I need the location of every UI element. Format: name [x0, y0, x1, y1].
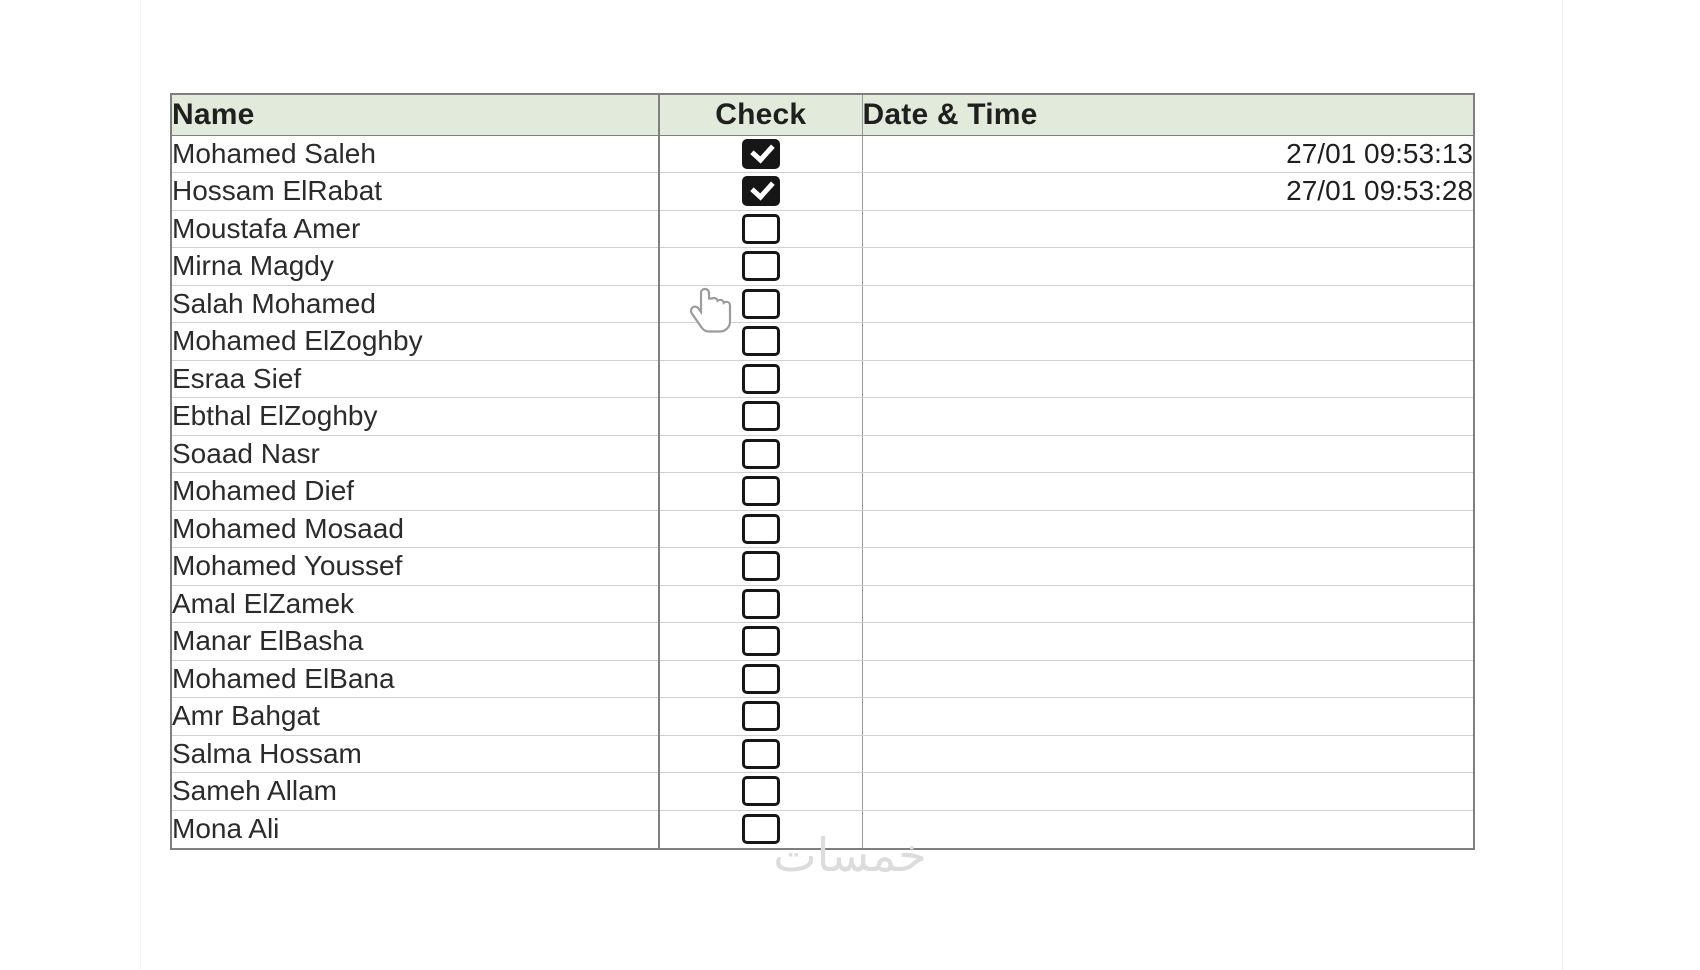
cell-name: Ebthal ElZoghby	[172, 398, 659, 436]
table-body	[172, 135, 1473, 848]
cell-datetime	[862, 585, 1473, 623]
cell-name: Mohamed ElBana	[172, 660, 659, 698]
checkbox-unchecked[interactable]	[742, 626, 780, 656]
cell-datetime	[862, 360, 1473, 398]
table-row	[172, 285, 1473, 323]
cell-name: Mona Ali	[172, 810, 659, 848]
cell-name: Salah Mohamed	[172, 285, 659, 323]
cell-name: Manar ElBasha	[172, 623, 659, 661]
cell-check[interactable]	[659, 510, 862, 548]
watermark-text: خمسات	[773, 828, 927, 882]
cell-datetime: 27/01 09:53:13	[862, 135, 1473, 173]
checkbox-unchecked[interactable]	[742, 776, 780, 806]
column-header-datetime: Date & Time	[862, 95, 1473, 135]
checkbox-unchecked[interactable]	[742, 439, 780, 469]
cell-name: Mohamed Youssef	[172, 548, 659, 586]
cell-check[interactable]	[659, 360, 862, 398]
checkbox-unchecked[interactable]	[742, 326, 780, 356]
table-row	[172, 623, 1473, 661]
cell-check[interactable]	[659, 135, 862, 173]
cell-name: Mohamed Saleh	[172, 135, 659, 173]
cell-datetime	[862, 285, 1473, 323]
table-row	[172, 210, 1473, 248]
checkbox-unchecked[interactable]	[742, 251, 780, 281]
table-row	[172, 473, 1473, 511]
cell-name: Hossam ElRabat	[172, 173, 659, 211]
table-row	[172, 510, 1473, 548]
cell-datetime: 27/01 09:53:28	[862, 173, 1473, 211]
table-row	[172, 435, 1473, 473]
cell-datetime	[862, 510, 1473, 548]
cell-name: Mohamed ElZoghby	[172, 323, 659, 361]
table-row	[172, 660, 1473, 698]
cell-datetime	[862, 548, 1473, 586]
table-row	[172, 735, 1473, 773]
cell-datetime	[862, 473, 1473, 511]
cell-name: Mirna Magdy	[172, 248, 659, 286]
cell-check[interactable]	[659, 623, 862, 661]
table-row	[172, 248, 1473, 286]
checkbox-unchecked[interactable]	[742, 401, 780, 431]
checkbox-unchecked[interactable]	[742, 364, 780, 394]
table-header	[172, 95, 1473, 135]
cell-datetime	[862, 735, 1473, 773]
table-row	[172, 360, 1473, 398]
checkbox-unchecked[interactable]	[742, 701, 780, 731]
page-edge-left	[140, 0, 141, 970]
cell-check[interactable]	[659, 660, 862, 698]
cell-name: Sameh Allam	[172, 773, 659, 811]
cell-check[interactable]	[659, 585, 862, 623]
column-header-name: Name	[172, 95, 659, 135]
cell-check[interactable]	[659, 210, 862, 248]
table-row	[172, 698, 1473, 736]
cell-datetime	[862, 398, 1473, 436]
checkbox-unchecked[interactable]	[742, 664, 780, 694]
cell-check[interactable]	[659, 323, 862, 361]
cell-datetime	[862, 773, 1473, 811]
table-header-row	[172, 95, 1473, 135]
cell-datetime	[862, 660, 1473, 698]
checkbox-unchecked[interactable]	[742, 551, 780, 581]
checkbox-checked[interactable]	[742, 139, 780, 169]
checkbox-unchecked[interactable]	[742, 289, 780, 319]
checkbox-unchecked[interactable]	[742, 476, 780, 506]
cell-check[interactable]	[659, 398, 862, 436]
cell-check[interactable]	[659, 773, 862, 811]
cell-check[interactable]	[659, 285, 862, 323]
cell-datetime	[862, 435, 1473, 473]
table-row	[172, 135, 1473, 173]
cell-check[interactable]	[659, 173, 862, 211]
cell-name: Amal ElZamek	[172, 585, 659, 623]
cell-check[interactable]	[659, 698, 862, 736]
checkbox-unchecked[interactable]	[742, 739, 780, 769]
checkbox-unchecked[interactable]	[742, 214, 780, 244]
table-row	[172, 585, 1473, 623]
cell-check[interactable]	[659, 473, 862, 511]
cell-datetime	[862, 698, 1473, 736]
cell-check[interactable]	[659, 248, 862, 286]
cell-name: Moustafa Amer	[172, 210, 659, 248]
cell-check[interactable]	[659, 435, 862, 473]
cell-name: Mohamed Dief	[172, 473, 659, 511]
cell-name: Salma Hossam	[172, 735, 659, 773]
table-row	[172, 773, 1473, 811]
table-row	[172, 548, 1473, 586]
cell-datetime	[862, 248, 1473, 286]
checkbox-checked[interactable]	[742, 176, 780, 206]
attendance-sheet	[170, 93, 1475, 850]
cell-check[interactable]	[659, 548, 862, 586]
page-edge-right	[1562, 0, 1563, 970]
table-row	[172, 398, 1473, 436]
checkbox-unchecked[interactable]	[742, 589, 780, 619]
cell-datetime	[862, 323, 1473, 361]
cell-datetime	[862, 210, 1473, 248]
cell-name: Soaad Nasr	[172, 435, 659, 473]
cell-name: Esraa Sief	[172, 360, 659, 398]
column-header-check: Check	[659, 95, 862, 135]
cell-check[interactable]	[659, 735, 862, 773]
checkbox-unchecked[interactable]	[742, 514, 780, 544]
cell-datetime	[862, 623, 1473, 661]
table-row	[172, 323, 1473, 361]
table-row	[172, 173, 1473, 211]
attendance-table	[172, 95, 1473, 848]
cell-name: Amr Bahgat	[172, 698, 659, 736]
cell-name: Mohamed Mosaad	[172, 510, 659, 548]
